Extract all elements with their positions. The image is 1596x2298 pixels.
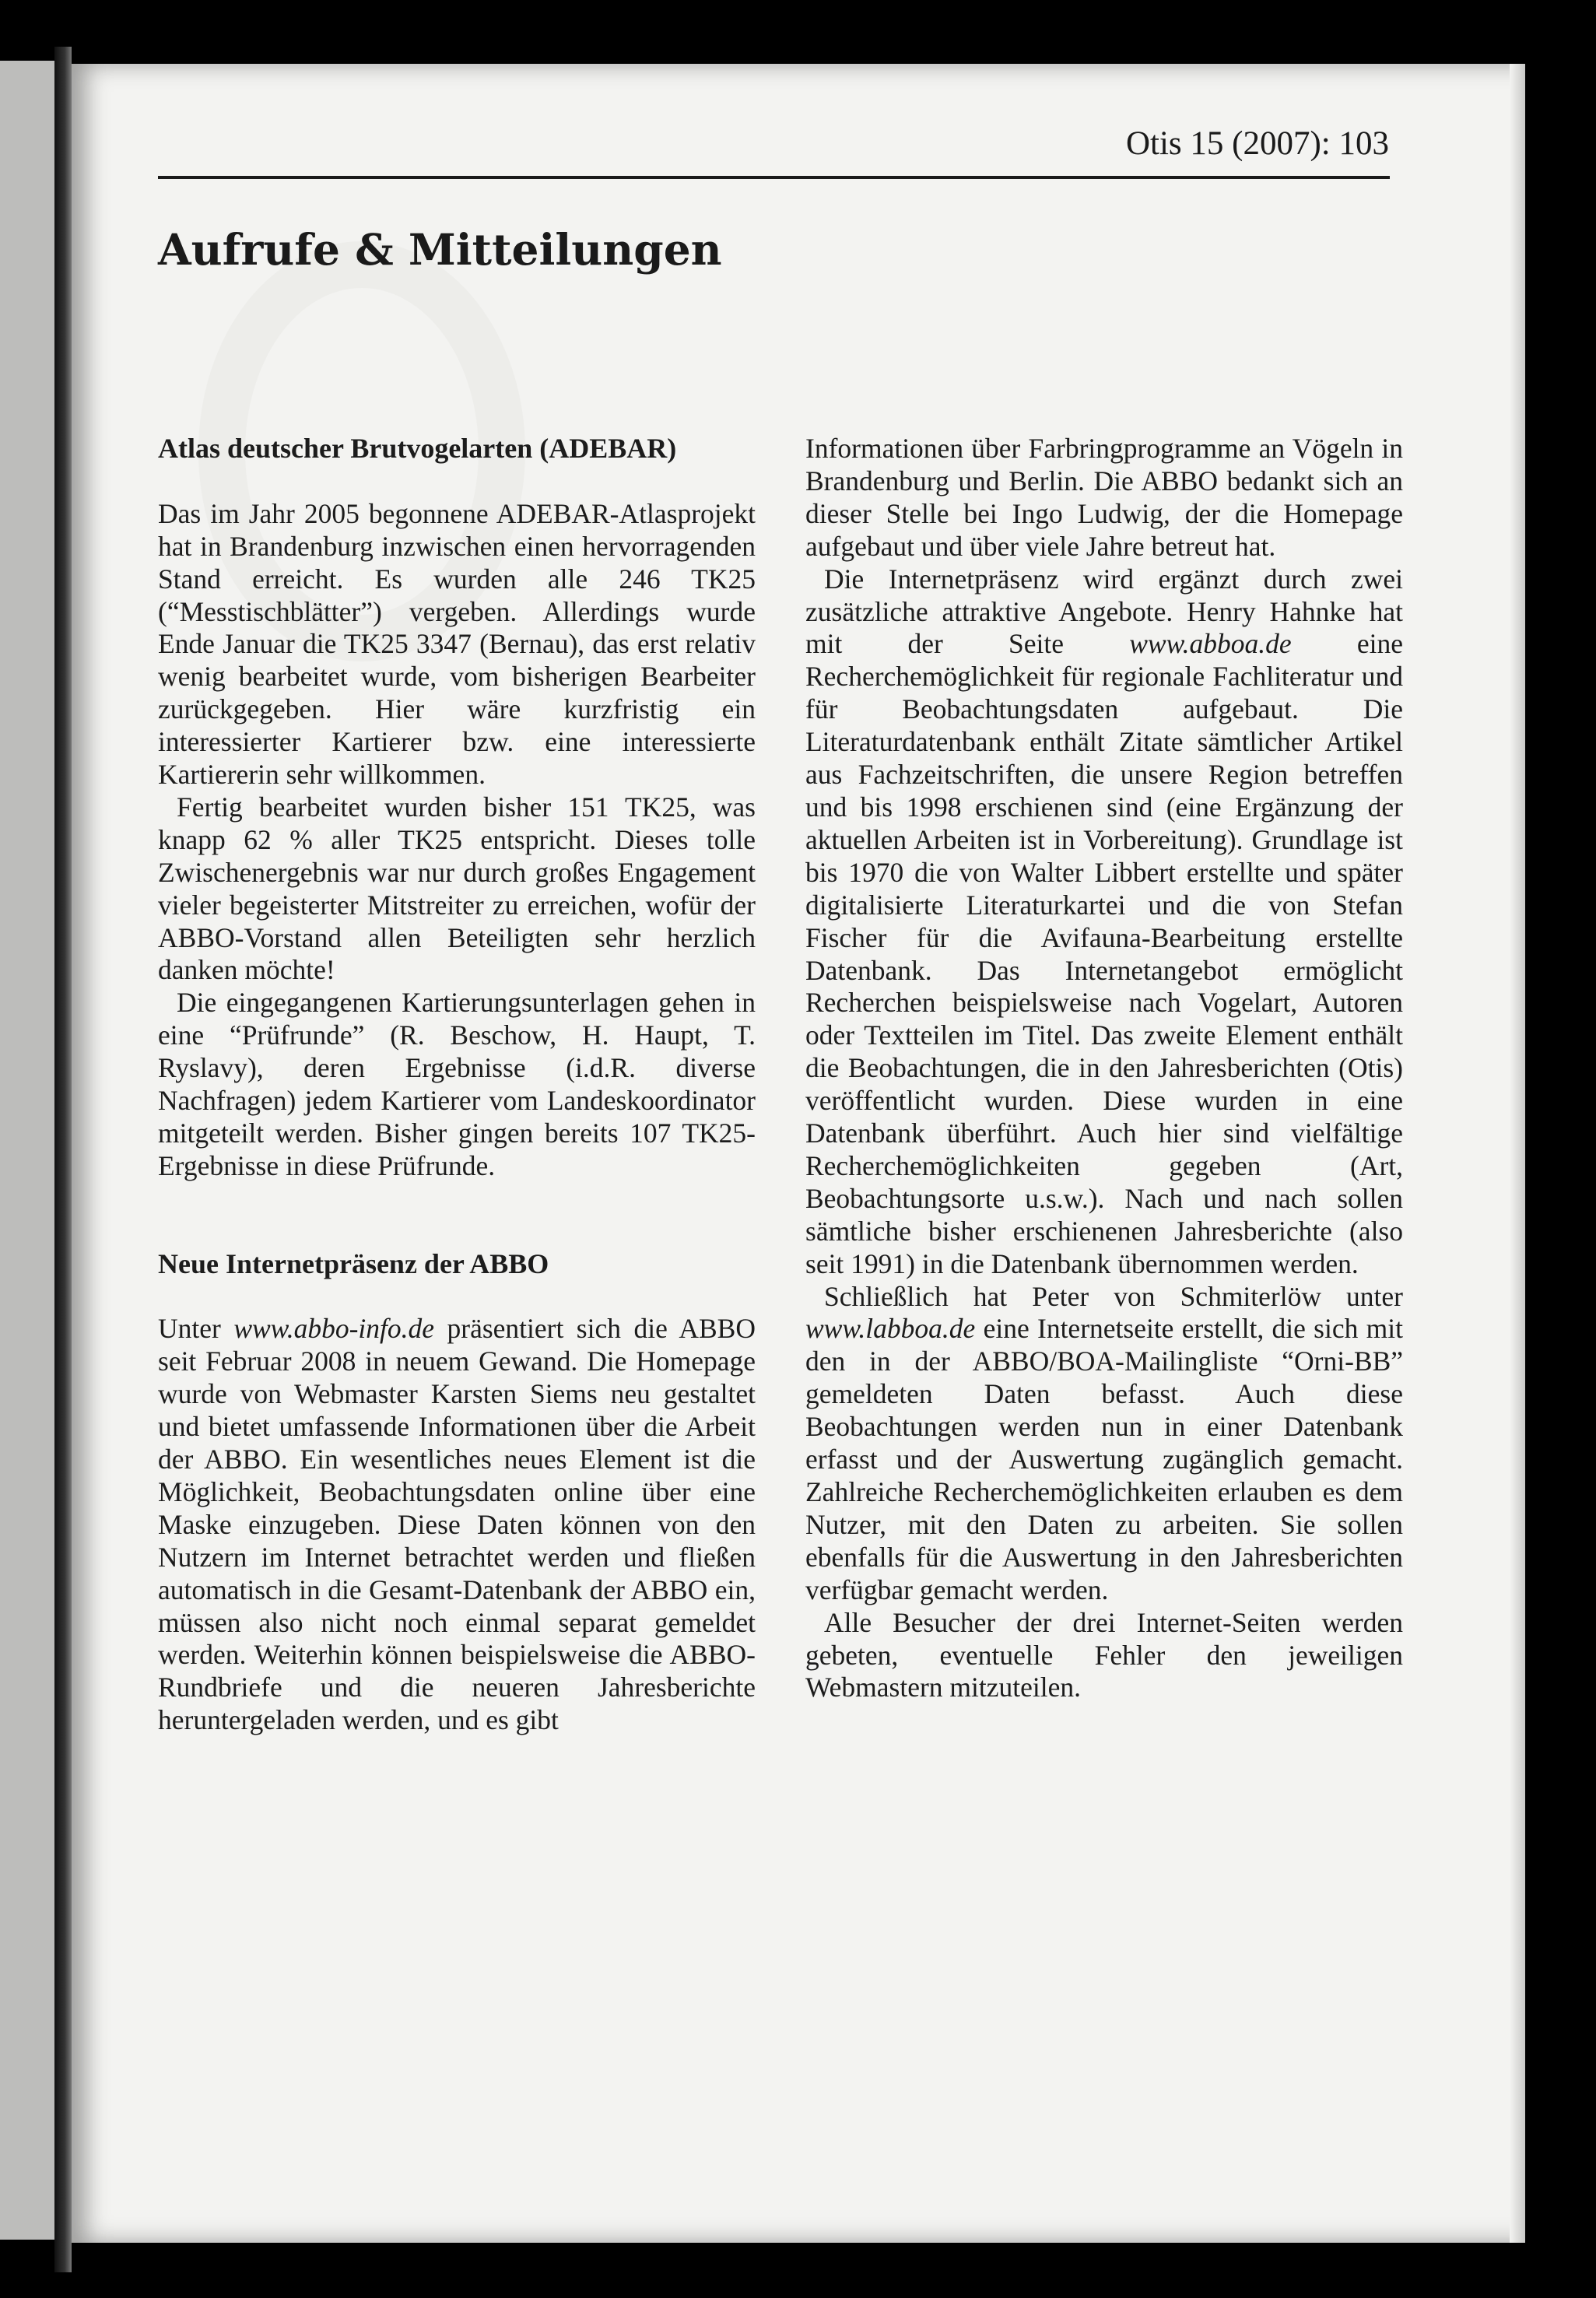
website-link: www.labboa.de (805, 1313, 976, 1345)
header-rule (158, 176, 1390, 179)
right-column (805, 433, 1403, 1704)
text-run: eine Internetseite erstellt, die sich mit den in der ABBO/BOA-Mailingliste “Orni-BB” gemeldeten Daten befasst. Auch diese Beobachtungen werden nun in einer Datenbank erfasst und der Auswertung zugänglich gemacht. Zahlreiche Recherchemöglichkeiten erlauben es dem Nutzer, mit den Daten zu arbeiten. Sie sollen ebenfalls für die Auswertung in den Jahresberichten verfügbar gemacht werden. (805, 1313, 1403, 1605)
text-run: Unter (158, 1313, 234, 1345)
paragraph (158, 1313, 756, 1737)
text-run: präsentiert sich die ABBO seit Februar 2008 in neuem Gewand. Die Homepage wurde von Webmaster Karsten Siems neu gestaltet und bietet umfassende Informationen über die Arbeit der ABBO. Ein wesentliches neues Element ist die Möglichkeit, Beobachtungsdaten online über eine Maske einzugeben. Diese Daten können von den Nutzern im Internet betrachtet werden und fließen automatisch in die Gesamt-Datenbank der ABBO ein, müssen also nicht noch einmal separat gemeldet werden. Weiterhin können beispielsweise die ABBO-Rundbriefe und die neueren Jahresberichte heruntergeladen werden, und es gibt (158, 1313, 756, 1736)
paragraph: Die eingegangenen Kartierungsunterlagen gehen in eine “Prüfrunde” (R. Beschow, H. Haupt, T. Ryslavy), deren Ergebnisse (i.d.R. diverse Nachfragen) jedem Kartierer vom Landeskoordinator mitgeteilt werden. Bisher gingen bereits 107 TK25-Ergebnisse in diese Prüfrunde. (158, 987, 756, 1181)
paragraph: Alle Besucher der drei Internet-Seiten werden gebeten, eventuelle Fehler den jeweiligen Webmastern mitzuteilen. (805, 1606, 1403, 1703)
left-column (158, 433, 756, 1737)
paragraph (805, 563, 1403, 1281)
paragraph: Informationen über Farbringprogramme an Vögeln in Brandenburg und Berlin. Die ABBO bedankt sich an dieser Stelle bei Ingo Ludwig, der die Homepage aufgebaut und über viele Jahre betreut hat. (805, 433, 1403, 562)
facing-page-edge (0, 61, 54, 2240)
article-heading: Atlas deutscher Brutvogelarten (ADEBAR) (158, 433, 677, 464)
paragraph: Das im Jahr 2005 begonnene ADEBAR-Atlasprojekt hat in Brandenburg inzwischen einen hervorragenden Stand erreicht. Es wurden alle 246 TK25 (“Messtischblätter”) vergeben. Allerdings wurde Ende Januar die TK25 3347 (Bernau), das erst relativ wenig bearbeitet wurde, vom bisherigen Bearbeiter zurückgegeben. Hier wäre kurzfristig ein interessierter Kartierer bzw. eine interessierte Kartiererin sehr willkommen. (158, 497, 756, 791)
text-run: eine Recherchemöglichkeit für regionale Fachliteratur und für Beobachtungsdaten aufgebaut. Die Literaturdatenbank enthält Zitate sämtlicher Artikel aus Fachzeitschriften, die unsere Region betreffen und bis 1998 erschienen sind (eine Ergänzung der aktuellen Arbeiten ist in Vorbereitung). Grundlage ist bis 1970 die von Walter Libbert erstellte und später digitalisierte Literaturkartei und die von Stefan Fischer für die Avifauna-Bearbeitung erstellte Datenbank. Das Internetangebot ermöglicht Recherchen beispielsweise nach Vogelart, Autoren oder Textteilen im Titel. Das zweite Element enthält die Beobachtungen, die in den Jahresberichten (Otis) veröffentlicht wurden. Diese wurden in eine Datenbank überführt. Auch hier sind vielfältige Recherchemöglichkeiten gegeben (Art, Beobachtungsorte u.s.w.). Nach und nach sollen sämtliche bisher erschienenen Jahresberichte (also seit 1991) in die Datenbank übernommen werden. (805, 628, 1403, 1279)
paragraph (805, 1281, 1403, 1607)
page-edge-shadow (1510, 64, 1525, 2243)
website-link: www.abbo-info.de (233, 1313, 435, 1345)
paragraph: Fertig bearbeitet wurden bisher 151 TK25, was knapp 62 % aller TK25 entspricht. Dieses tolle Zwischenergebnis war nur durch großes Engagement vieler begeisterter Mitstreiter zu erreichen, wofür der ABBO-Vorstand allen Beteiligten sehr herzlich danken möchte! (158, 791, 756, 986)
website-link: www.abboa.de (1129, 628, 1292, 660)
text-run: Die Internetpräsenz wird ergänzt durch zwei zusätzliche attraktive Angebote. Henry Hahnke hat mit der Seite (805, 563, 1403, 660)
article-heading: Neue Internetpräsenz der ABBO (158, 1247, 549, 1279)
running-head: Otis 15 (2007): 103 (1125, 125, 1389, 162)
text-run: Schließlich hat Peter von Schmiterlöw unter (824, 1280, 1403, 1312)
page-title: Aufrufe & Mitteilungen (158, 224, 722, 275)
book-gutter (54, 47, 72, 2272)
